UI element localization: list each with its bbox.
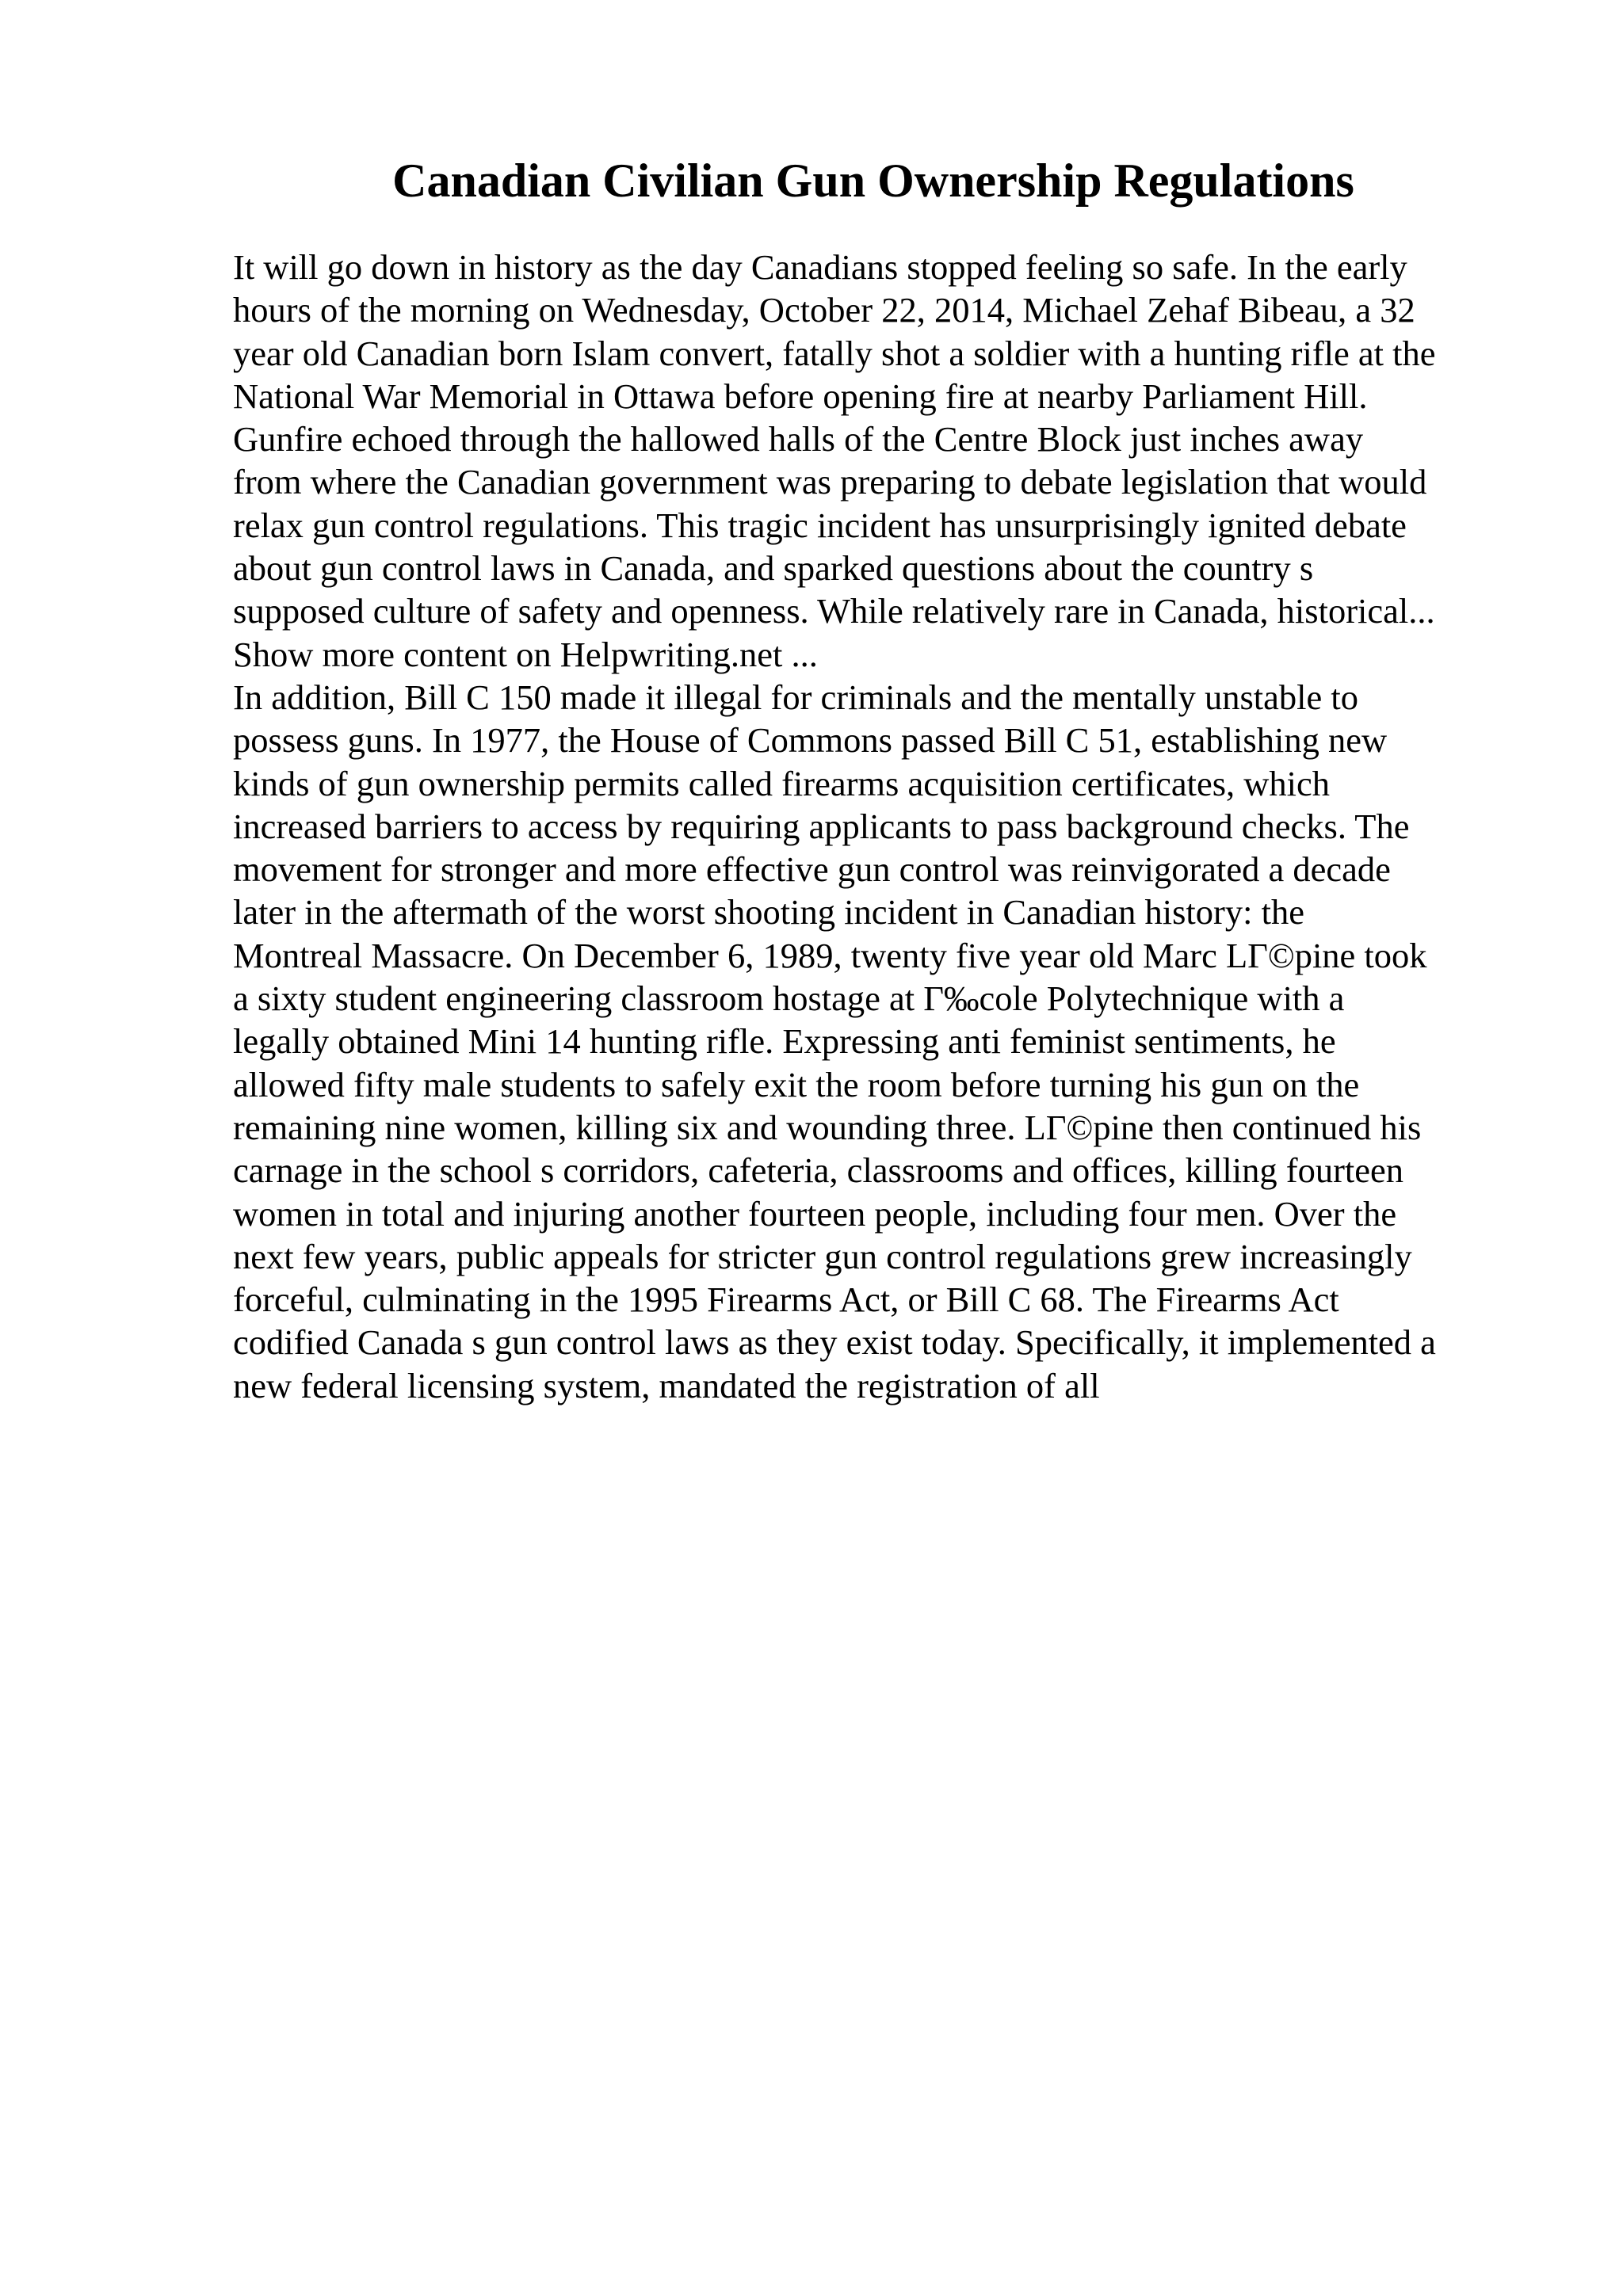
body-line: carnage in the school s corridors, cafeteria, classrooms and offices, killing fourteen xyxy=(233,1150,1404,1191)
body-line: forceful, culminating in the 1995 Firearms Act, or Bill C 68. The Firearms Act xyxy=(233,1280,1339,1320)
body-line: It will go down in history as the day Canadians stopped feeling so safe. In the early xyxy=(233,247,1407,287)
body-line: about gun control laws in Canada, and sparked questions about the country s xyxy=(233,548,1314,589)
body-line: movement for stronger and more effective gun control was reinvigorated a decade xyxy=(233,849,1391,890)
document-body xyxy=(233,246,1517,1407)
body-line: supposed culture of safety and openness. While relatively rare in Canada, historical... xyxy=(233,591,1435,631)
body-line: increased barriers to access by requiring applicants to pass background checks. The xyxy=(233,806,1410,846)
body-line: new federal licensing system, mandated the registration of all xyxy=(233,1365,1100,1405)
show-more-line: Show more content on Helpwriting.net ... xyxy=(233,634,818,674)
body-line: In addition, Bill C 150 made it illegal for criminals and the mentally unstable to xyxy=(233,677,1359,717)
body-line: kinds of gun ownership permits called firearms acquisition certificates, which xyxy=(233,763,1331,803)
body-line: relax gun control regulations. This tragic incident has unsurprisingly ignited debate xyxy=(233,505,1407,545)
body-line: codified Canada s gun control laws as they exist today. Specifically, it implemented a xyxy=(233,1322,1436,1363)
body-line: Gunfire echoed through the hallowed halls of the Centre Block just inches away xyxy=(233,419,1364,460)
body-line: a sixty student engineering classroom hostage at Γ‰cole Polytechnique with a xyxy=(233,978,1345,1019)
body-line: later in the aftermath of the worst shooting incident in Canadian history: the xyxy=(233,892,1304,933)
body-line: women in total and injuring another fourteen people, including four men. Over the xyxy=(233,1193,1397,1234)
body-line: hours of the morning on Wednesday, October 22, 2014, Michael Zehaf Bibeau, a 32 xyxy=(233,290,1415,330)
body-line: legally obtained Mini 14 hunting rifle. Expressing anti feminist sentiments, he xyxy=(233,1021,1336,1062)
body-line: allowed fifty male students to safely exit the room before turning his gun on the xyxy=(233,1064,1360,1104)
body-line: year old Canadian born Islam convert, fatally shot a soldier with a hunting rifle at the xyxy=(233,333,1436,373)
body-line: from where the Canadian government was preparing to debate legislation that would xyxy=(233,462,1427,502)
document-title: Canadian Civilian Gun Ownership Regulations xyxy=(392,154,1354,207)
body-line: next few years, public appeals for stricter gun control regulations grew increasingly xyxy=(233,1236,1412,1276)
body-line: remaining nine women, killing six and wounding three. LΓ©pine then continued his xyxy=(233,1107,1422,1147)
body-line: possess guns. In 1977, the House of Commons passed Bill C 51, establishing new xyxy=(233,720,1388,761)
body-line: National War Memorial in Ottawa before opening fire at nearby Parliament Hill. xyxy=(233,376,1368,416)
body-line: Montreal Massacre. On December 6, 1989, twenty five year old Marc LΓ©pine took xyxy=(233,935,1427,975)
